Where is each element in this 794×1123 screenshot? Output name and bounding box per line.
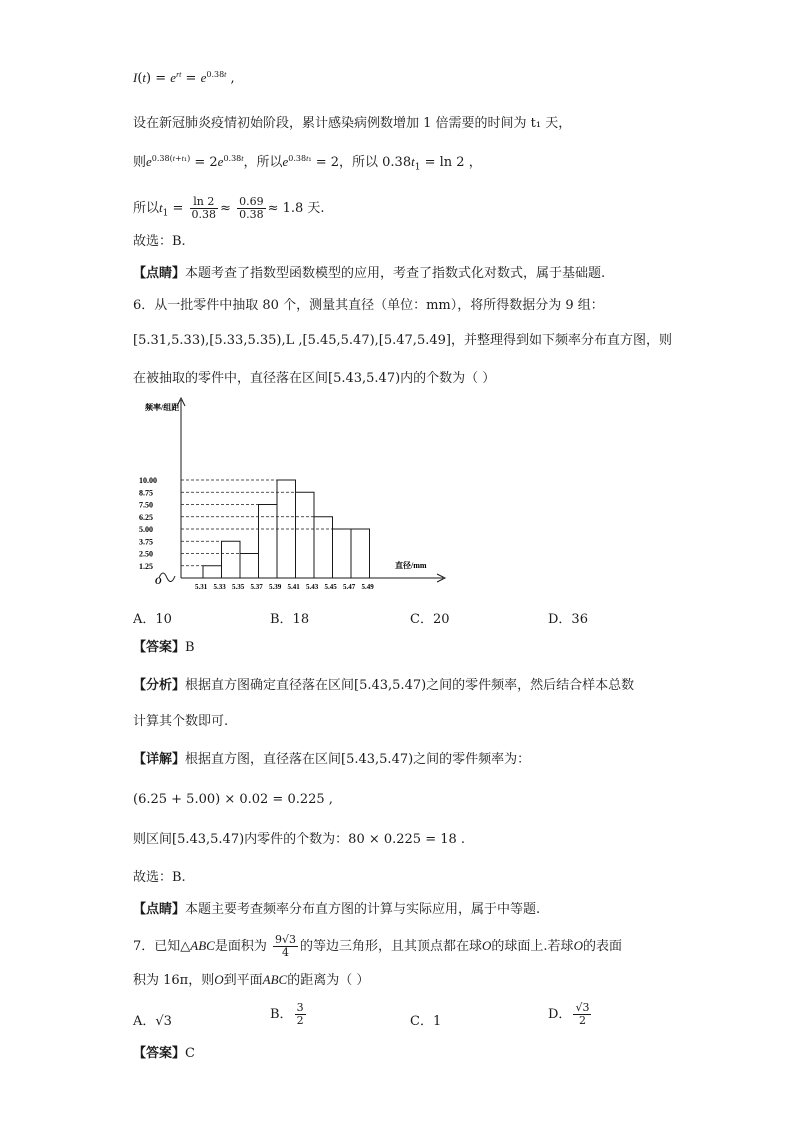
histogram-bar <box>259 505 278 579</box>
q7-option-b: B． $\frac{3}{2}$ <box>270 1001 304 1027</box>
histogram-bar <box>222 541 241 578</box>
y-tick-label: 5.00 <box>139 525 153 534</box>
histogram-bar <box>203 566 222 578</box>
x-tick-label: 5.47 <box>343 583 356 591</box>
q6-stem-line-3: 在被抽取的零件中，直径落在区间[5.43,5.47)内的个数为（ ） <box>133 371 496 386</box>
q6-stem-line-1: 6．从一批零件中抽取 80 个，测量其直径（单位：mm），将所得数据分为 9 组： <box>133 298 604 313</box>
x-tick-label: 5.49 <box>361 583 374 591</box>
histogram-bar <box>351 529 370 578</box>
histogram-bar <box>296 492 315 578</box>
x-tick-label: 5.33 <box>213 583 226 591</box>
formula-line-3: 则$e^{0.38(t+t_1)} = 2e^{0.38t}$，所以$e^{0.38t_1} = 2$，所以 $0.38t_1 = \ln 2$ ， <box>133 154 482 173</box>
frequency-histogram <box>133 392 453 592</box>
formula-line-4: 所以$t_1$ = $\frac{\ln 2}{0.38}$ ≈ $\frac{0.69}{0.38}$ ≈ 1.8 天. <box>133 195 325 221</box>
choose-b-2: 故选：B. <box>133 870 186 885</box>
origin-label: O <box>155 576 162 586</box>
q6-option-b: B．18 <box>270 612 310 627</box>
q6-analysis-line-2: 计算其个数即可. <box>133 714 229 729</box>
y-tick-label: 1.25 <box>139 561 153 571</box>
x-tick-label: 5.43 <box>306 583 319 591</box>
q6-option-c: C．20 <box>410 612 450 627</box>
q6-option-a: A．10 <box>133 612 172 627</box>
y-tick-label: 10.00 <box>139 476 157 485</box>
q6-detail-line-2: (6.25 + 5.00) × 0.02 = 0.225 , <box>133 792 333 807</box>
q6-detail-line-3: 则区间[5.43,5.47)内零件的个数为：80 × 0.225 = 18 . <box>133 832 466 847</box>
q7-answer: 【答案】C <box>133 1046 195 1061</box>
q7-stem-line-2: 积为 16π，则O到平面ABC的距离为（ ） <box>133 972 370 988</box>
q6-answer: 【答案】B <box>133 640 195 655</box>
q6-analysis-line-1: 【分析】根据直方图确定直径落在区间[5.43,5.47)之间的零件频率，然后结合样本总数 <box>133 678 635 693</box>
histogram-bar <box>333 529 352 578</box>
x-tick-label: 5.35 <box>232 583 245 591</box>
y-axis-label: 频率/组距 <box>145 403 180 412</box>
q6-option-d: D．36 <box>548 612 588 627</box>
formula-line-1: $I(t) = e^{rt} = e^{0.38t}$ , <box>133 70 235 86</box>
x-tick-label: 5.41 <box>287 583 300 591</box>
q6-stem-line-2: [5.31,5.33),[5.33,5.35),L ,[5.45,5.47),[5.47,5.49]，并整理得到如下频率分布直方图，则 <box>133 333 672 348</box>
x-axis-label: 直径/mm <box>395 561 427 570</box>
y-tick-label: 6.25 <box>139 512 153 522</box>
y-tick-label: 8.75 <box>139 488 153 498</box>
q6-detail-line-1: 【详解】根据直方图，直径落在区间[5.43,5.47)之间的零件频率为： <box>133 752 531 767</box>
x-tick-label: 5.45 <box>324 583 337 591</box>
histogram-bar <box>314 517 333 578</box>
y-tick-label: 3.75 <box>139 537 153 547</box>
y-tick-label: 2.50 <box>139 549 153 559</box>
x-tick-label: 5.37 <box>250 583 263 591</box>
histogram-bar <box>240 554 259 579</box>
q7-option-c: C．1 <box>410 1014 442 1029</box>
q7-option-d: D． $\frac{√3}{2}$ <box>548 1001 590 1027</box>
tip-paragraph-2: 【点睛】本题主要考查频率分布直方图的计算与实际应用，属于中等题. <box>133 902 541 917</box>
y-tick-label: 7.50 <box>139 500 153 510</box>
tip-paragraph-1: 【点睛】本题考查了指数型函数模型的应用，考查了指数式化对数式，属于基础题. <box>133 266 606 281</box>
q7-stem-line-1: 7．已知△ABC是面积为 $\frac{9√3}{4}$ 的等边三角形，且其顶点都在球O的球面上.若球O的表面 <box>133 933 622 959</box>
choose-b-1: 故选：B. <box>133 234 186 249</box>
x-tick-label: 5.31 <box>195 583 208 591</box>
x-tick-label: 5.39 <box>269 583 282 591</box>
paragraph-doubling-time: 设在新冠肺炎疫情初始阶段，累计感染病例数增加 1 倍需要的时间为 t₁ 天， <box>133 116 572 131</box>
q7-option-a: A．√3 <box>133 1014 172 1029</box>
